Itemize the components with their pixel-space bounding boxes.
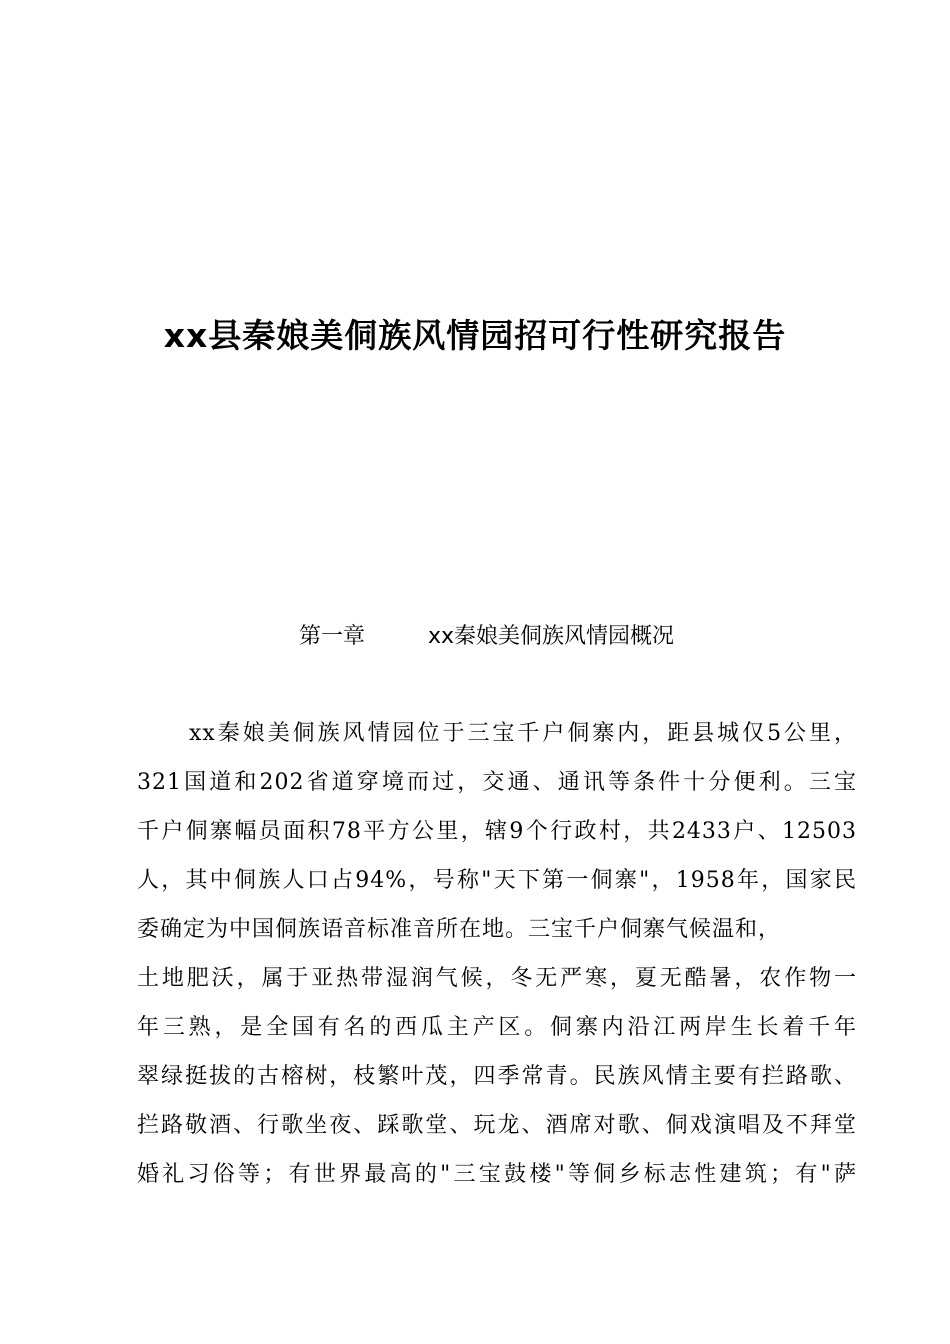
paragraph-line: 婚礼习俗等；有世界最高的"三宝鼓楼"等侗乡标志性建筑；有"萨 (137, 1162, 857, 1187)
paragraph-line: 土地肥沃，属于亚热带湿润气候，冬无严寒，夏无酷暑，农作物一 (137, 966, 857, 991)
paragraph-line: 千户侗寨幅员面积78平方公里，辖9个行政村，共2433户、12503 (137, 819, 857, 844)
chapter-number: 第一章 (299, 624, 366, 649)
chapter-name: xx秦娘美侗族风情园概况 (428, 624, 675, 649)
paragraph-line: 拦路敬酒、行歌坐夜、踩歌堂、玩龙、酒席对歌、侗戏演唱及不拜堂 (137, 1113, 857, 1138)
paragraph-line: 翠绿挺拔的古榕树，枝繁叶茂，四季常青。民族风情主要有拦路歌、 (137, 1064, 857, 1089)
document-title: xx县秦娘美侗族风情园招可行性研究报告 (163, 316, 787, 355)
paragraph-line: xx秦娘美侗族风情园位于三宝千户侗寨内，距县城仅5公里， (189, 721, 857, 746)
paragraph-line: 年三熟，是全国有名的西瓜主产区。侗寨内沿江两岸生长着千年 (137, 1015, 857, 1040)
paragraph-line: 人，其中侗族人口占94%，号称"天下第一侗寨"，1958年，国家民 (137, 868, 857, 893)
chapter-heading (0, 617, 950, 657)
paragraph-line: 委确定为中国侗族语音标准音所在地。三宝千户侗寨气候温和， (137, 917, 782, 942)
paragraph-line: 321国道和202省道穿境而过，交通、通讯等条件十分便利。三宝 (137, 770, 857, 795)
